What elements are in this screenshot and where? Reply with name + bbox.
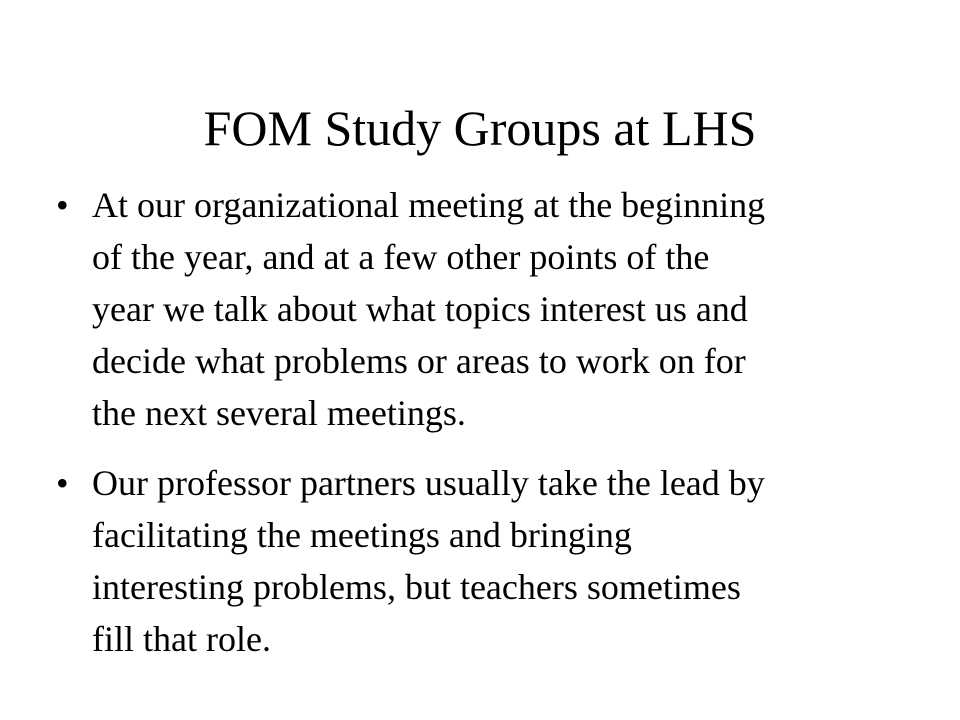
bullet-item-1 (56, 179, 906, 439)
bullet-text-line: decide what problems or areas to work on for (92, 341, 746, 381)
bullet-text-line: At our organizational meeting at the beginning (92, 185, 766, 225)
bullet-text-line: the next several meetings. (92, 393, 466, 433)
bullet-text-line: year we talk about what topics interest us and (92, 289, 748, 329)
bullet-icon: • (56, 463, 69, 503)
slide-title: FOM Study Groups at LHS (203, 100, 757, 156)
bullet-item-2 (56, 457, 906, 665)
bullet-text-line: Our professor partners usually take the lead by (92, 463, 765, 503)
bullet-text-line: of the year, and at a few other points of the (92, 237, 710, 277)
bullet-list (56, 179, 906, 683)
bullet-icon: • (56, 185, 69, 225)
bullet-text-line: fill that role. (92, 619, 271, 659)
bullet-text-line: facilitating the meetings and bringing (92, 515, 632, 555)
bullet-text-line: interesting problems, but teachers sometimes (92, 567, 741, 607)
